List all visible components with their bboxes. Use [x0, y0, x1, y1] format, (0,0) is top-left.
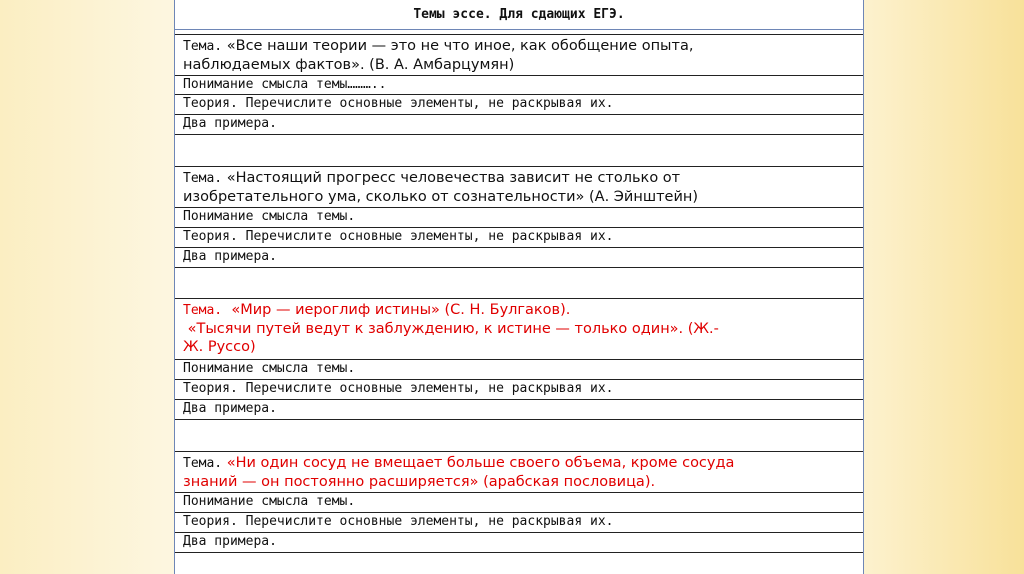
topic-text-line: «Мир — иероглиф истины» (С. Н. Булгаков). [231, 302, 571, 318]
theory-row-2: Теория. Перечислите основные элементы, не раскрывая их. [175, 228, 863, 248]
topic-text-line: «Все наши теории — это не что иное, как обобщение опыта, [226, 38, 694, 54]
examples-row-3: Два примера. [175, 400, 863, 420]
topic-row-4 [175, 452, 863, 493]
topic-row-1 [175, 35, 863, 76]
document-page [174, 0, 864, 574]
examples-row-4: Два примера. [175, 533, 863, 553]
topic-text-line: «Тысячи путей ведут к заблуждению, к истине — только один». (Ж.- [183, 321, 719, 337]
topic-text-line: знаний — он постоянно расширяется» (арабская пословица). [183, 474, 656, 490]
topic-row-3 [175, 299, 863, 360]
topic-text-line: изобретательного ума, сколько от сознательности» (А. Эйнштейн) [183, 189, 699, 205]
topic-text-line: «Ни один сосуд не вмещает больше своего объема, кроме сосуда [226, 455, 735, 471]
examples-row-1: Два примера. [175, 115, 863, 135]
topic-label: Тема. [183, 171, 223, 186]
topic-text-line: наблюдаемых фактов». (В. А. Амбарцумян) [183, 57, 515, 73]
theory-row-3: Теория. Перечислите основные элементы, не раскрывая их. [175, 380, 863, 400]
spacer-row [175, 268, 863, 299]
understanding-row-1: Понимание смысла темы……….. [175, 76, 863, 95]
topic-text-line: «Настоящий прогресс человечества зависит не столько от [226, 170, 681, 186]
understanding-row-2: Понимание смысла темы. [175, 208, 863, 228]
topic-label: Тема. [183, 456, 223, 471]
theory-row-4: Теория. Перечислите основные элементы, не раскрывая их. [175, 513, 863, 533]
topic-text-line: Ж. Руссо) [183, 339, 256, 355]
understanding-row-4: Понимание смысла темы. [175, 493, 863, 513]
topic-label: Тема. [183, 39, 223, 54]
spacer-row [175, 420, 863, 452]
table-title: Темы эссе. Для сдающих ЕГЭ. [175, 0, 863, 30]
topic-row-2 [175, 167, 863, 208]
understanding-row-3: Понимание смысла темы. [175, 360, 863, 380]
spacer-row [175, 135, 863, 167]
theory-row-1: Теория. Перечислите основные элементы, не раскрывая их. [175, 95, 863, 115]
examples-row-2: Два примера. [175, 248, 863, 268]
spacer-row [175, 553, 863, 574]
topic-label: Тема. [183, 303, 223, 318]
